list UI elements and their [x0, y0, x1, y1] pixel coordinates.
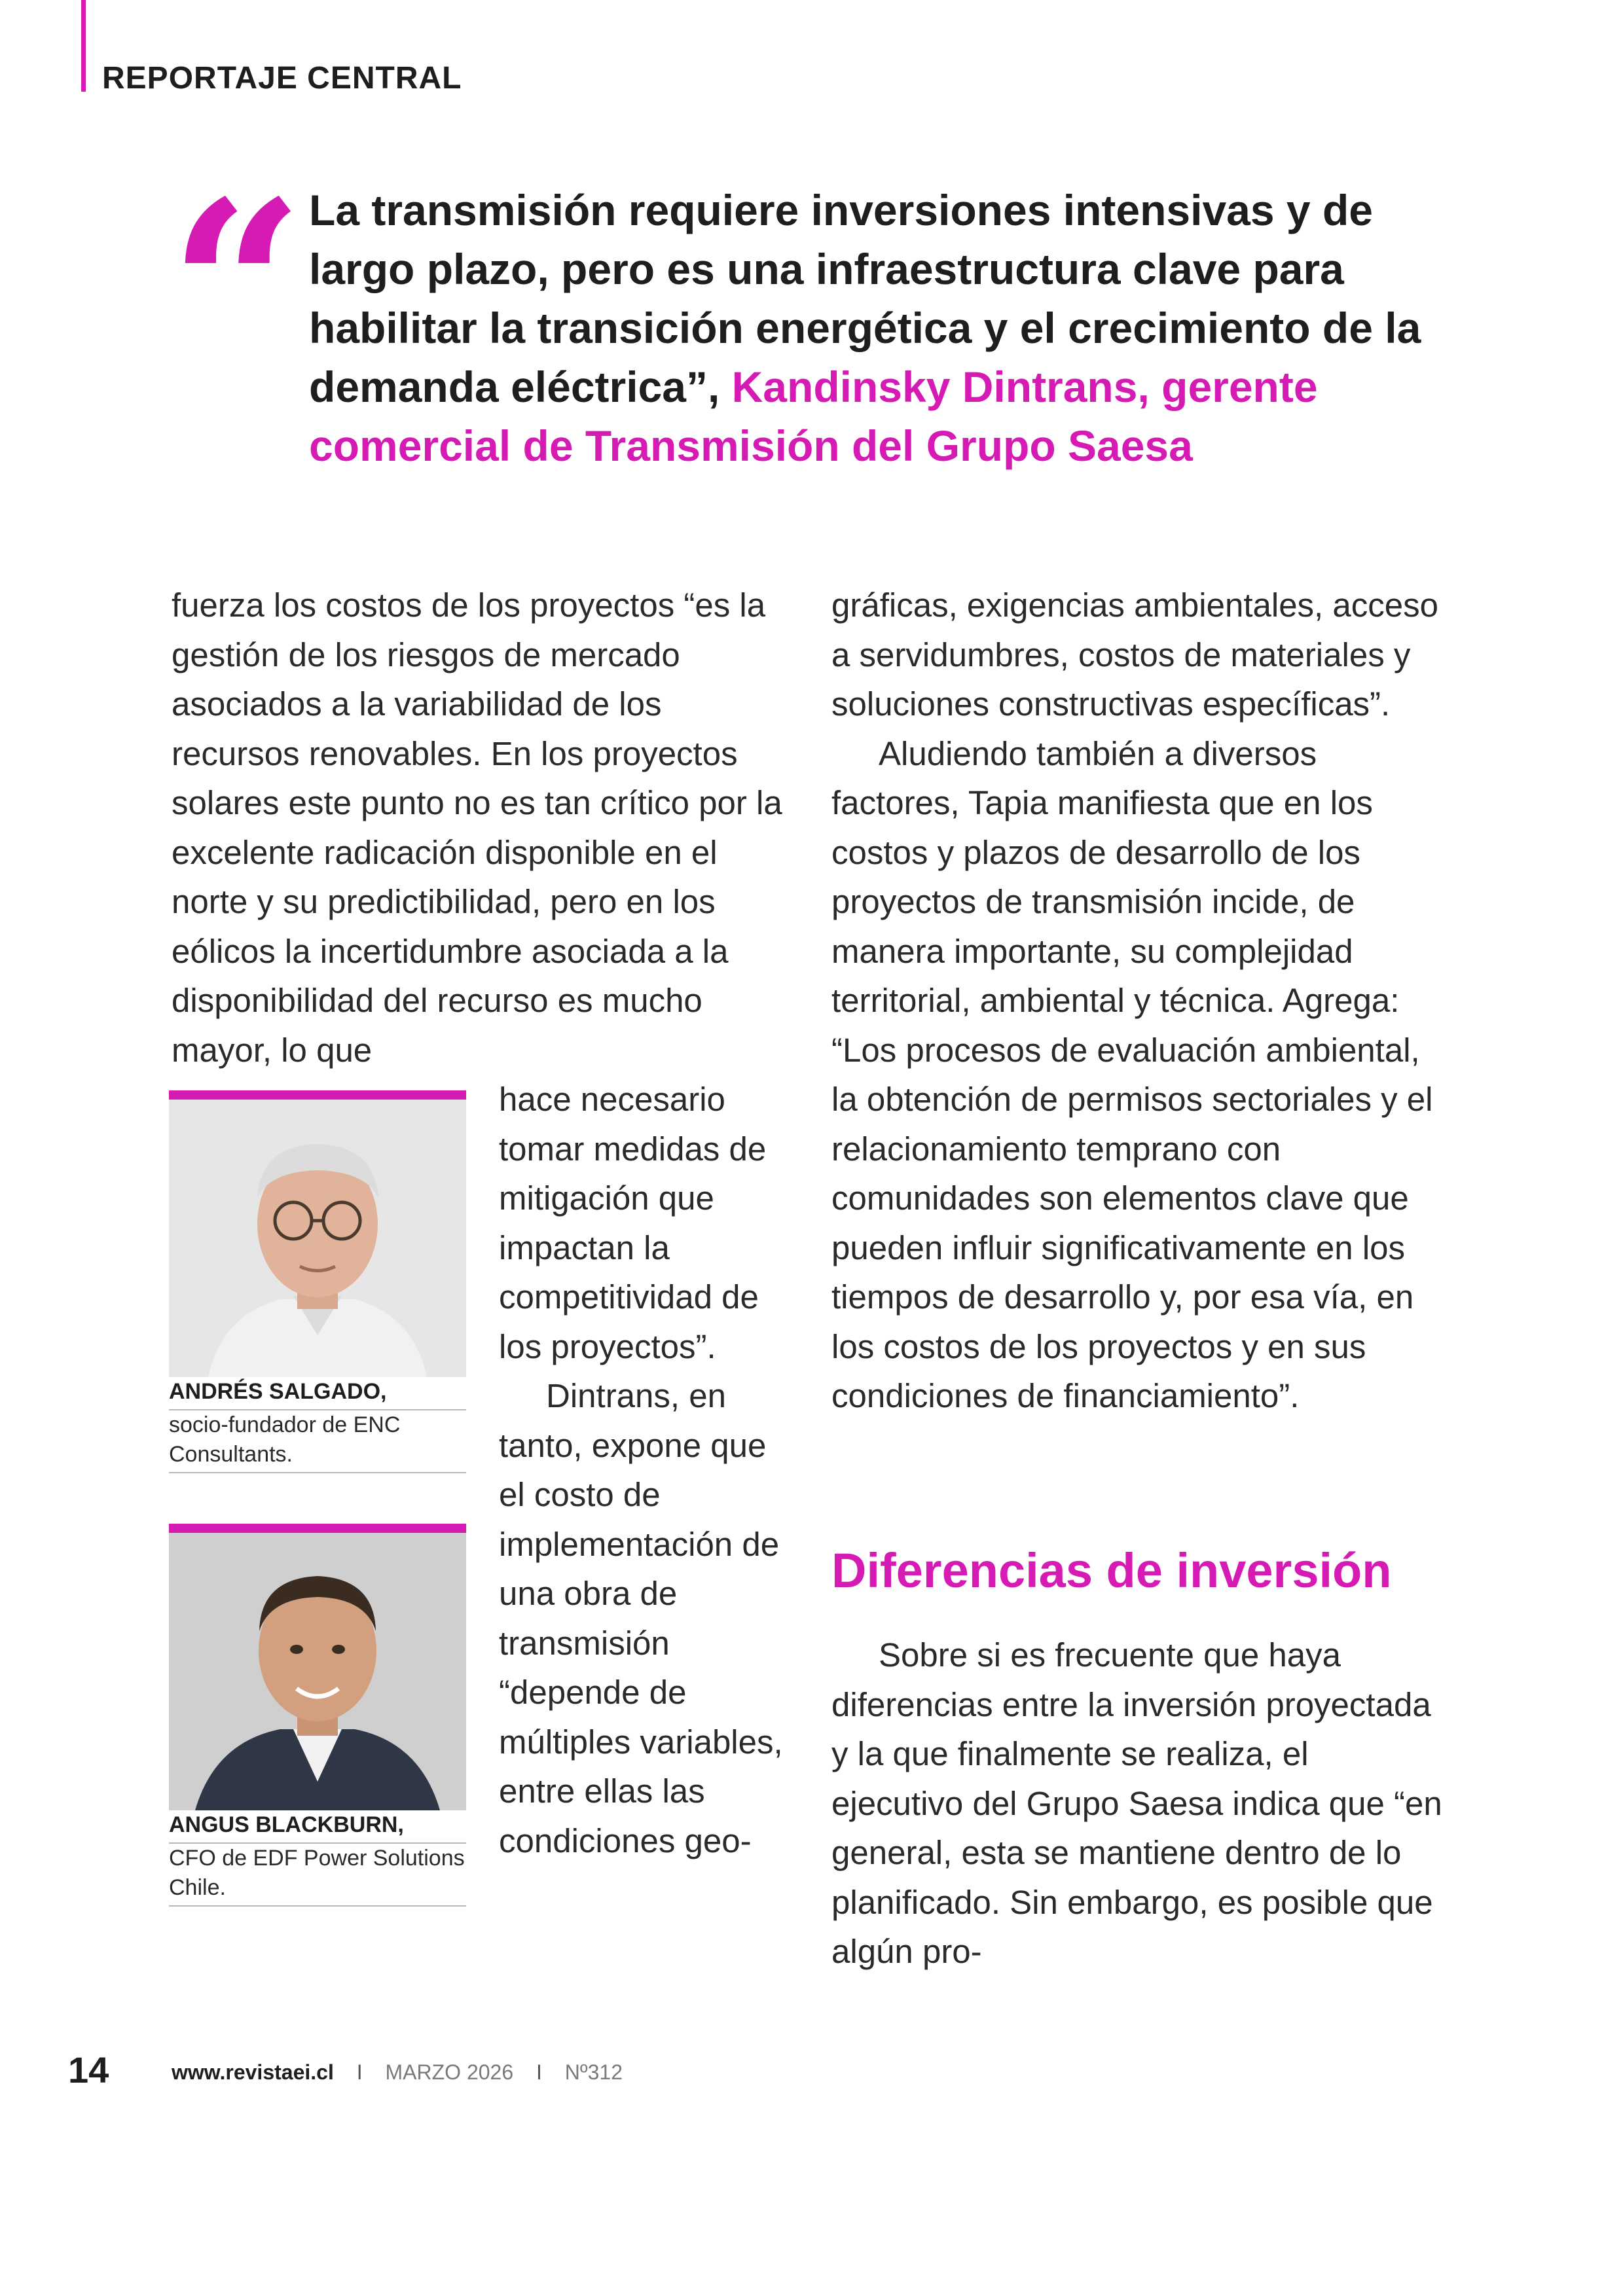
photo-block-salgado: [169, 1090, 466, 1473]
paragraph: gráficas, exigencias ambientales, acceso a servidumbres, costos de materiales y soluciones constructivas específicas”.: [831, 586, 1438, 723]
pull-quote: [309, 181, 1455, 475]
website-link[interactable]: www.revistaei.cl: [172, 2060, 334, 2084]
photo-accent-bar: [169, 1090, 466, 1100]
paragraph: hace necesario tomar medidas de mitigación que impactan la competitividad de los proyectos”.: [499, 1081, 767, 1365]
paragraph: Dintrans, en tanto, expone que el costo de implementación de una obra de transmisión “depende de múltiples variables, entre ellas las condiciones geo-: [499, 1377, 783, 1859]
person-role: CFO de EDF Power Solutions Chile.: [169, 1844, 466, 1907]
quote-mark: “: [169, 149, 305, 426]
separator: I: [536, 2060, 542, 2084]
issue-number: Nº312: [564, 2060, 623, 2084]
paragraph: Sobre si es frecuente que haya diferencias entre la inversión proyectada y la que finalmente se realiza, el ejecutivo del Grupo Saesa indica que “en general, esta se mantiene dentro de lo planificado. Sin embargo, es posible que algún pro-: [831, 1636, 1442, 1970]
photo-accent-bar: [169, 1524, 466, 1533]
portrait-blackburn-image: [169, 1533, 466, 1810]
accent-bar: [81, 0, 86, 92]
separator: I: [356, 2060, 363, 2084]
section-label: REPORTAJE CENTRAL: [102, 61, 462, 96]
article-col2: [831, 581, 1447, 1421]
article-col1-top: [172, 581, 793, 1075]
article-col2-bottom: [831, 1630, 1447, 1977]
article-col1-narrow: [499, 1075, 787, 1865]
paragraph: fuerza los costos de los proyectos “es la gestión de los riesgos de mercado asociados a la variabilidad de los recursos renovables. En los proyectos solares este punto no es tan crítico por la excelente radicación disponible en el norte y su predictibilidad, pero en los eólicos la incertidumbre asociada a la disponibilidad del recurso es mucho mayor, lo que: [172, 586, 782, 1069]
portrait-salgado: [169, 1100, 466, 1377]
pull-quote-text: La transmisión requiere inversiones intensivas y de largo plazo, pero es una infraestructura clave para habilitar la transición energética y el crecimiento de la demanda eléctrica”,: [309, 186, 1421, 411]
pull-quote-attribution: Kandinsky Dintrans, gerente comercial de Transmisión del Grupo Saesa: [309, 363, 1318, 470]
photo-block-blackburn: [169, 1524, 466, 1907]
person-name: ANDRÉS SALGADO,: [169, 1377, 466, 1410]
footer-info: [172, 2060, 623, 2085]
person-name: ANGUS BLACKBURN,: [169, 1810, 466, 1844]
paragraph: Aludiendo también a diversos factores, Tapia manifiesta que en los costos y plazos de desarrollo de los proyectos de transmisión incide, de manera importante, su complejidad territorial, ambiental y técnica. Agrega: “Los procesos de evaluación ambiental, la obtención de permisos sectoriales y el relacionamiento temprano con comunidades son elementos clave que pueden influir significativamente en los tiempos de desarrollo y, por esa vía, en los costos de los proyectos y en sus condiciones de financiamiento”.: [831, 734, 1433, 1414]
person-role: socio-fundador de ENC Consultants.: [169, 1410, 466, 1473]
page-number: 14: [68, 2049, 109, 2090]
portrait-salgado-image: [169, 1100, 466, 1377]
caption-blackburn: [169, 1810, 466, 1907]
caption-salgado: [169, 1377, 466, 1473]
subheading: Diferencias de inversión: [831, 1543, 1392, 1598]
portrait-blackburn: [169, 1533, 466, 1810]
issue-date: MARZO 2026: [385, 2060, 514, 2084]
